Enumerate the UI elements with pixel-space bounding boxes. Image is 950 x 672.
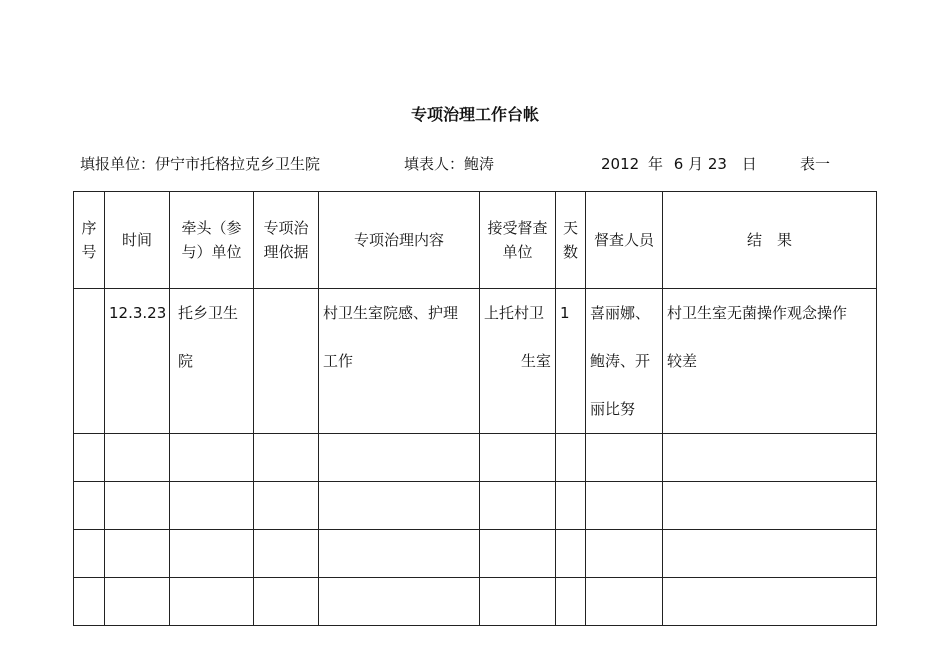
header-result — [663, 192, 877, 289]
date-info — [601, 153, 757, 174]
header-content — [319, 192, 480, 289]
lead-line2: 院 — [178, 352, 194, 370]
empty-cell — [586, 482, 663, 530]
inspectors-line2: 鲍涛、开 — [590, 352, 651, 370]
empty-cell — [556, 530, 586, 578]
date-month-unit: 月 — [688, 155, 704, 173]
empty-cell — [319, 530, 480, 578]
header-time-label: 时间 — [121, 231, 152, 249]
empty-cell — [586, 530, 663, 578]
header-lead-line2: 与）单位 — [181, 243, 242, 261]
lead-line1: 托乡卫生 — [178, 304, 239, 322]
empty-cell — [74, 530, 105, 578]
empty-cell — [319, 434, 480, 482]
date-month: 6 — [673, 155, 684, 173]
header-supervised-unit — [480, 192, 556, 289]
empty-cell — [663, 530, 877, 578]
header-basis — [254, 192, 319, 289]
header-basis-line1: 专项治 — [263, 219, 309, 237]
header-seq-line1: 序 — [81, 219, 97, 237]
header-basis-line2: 理依据 — [263, 243, 309, 261]
supervised-line1: 上托村卫 — [484, 304, 545, 322]
header-days-line1: 天 — [562, 219, 578, 237]
header-inspectors-label: 督查人员 — [593, 231, 654, 249]
filler-info — [404, 153, 494, 174]
date-year: 2012 — [601, 155, 640, 173]
cell-inspectors — [586, 289, 663, 434]
empty-cell — [74, 434, 105, 482]
empty-cell — [556, 434, 586, 482]
empty-cell — [74, 482, 105, 530]
header-seq — [74, 192, 105, 289]
empty-cell — [663, 578, 877, 626]
empty-cell — [319, 482, 480, 530]
ledger-table — [73, 191, 877, 626]
empty-cell — [170, 530, 254, 578]
table-row-empty — [74, 482, 877, 530]
table-row-empty — [74, 530, 877, 578]
header-info-row — [80, 153, 320, 174]
empty-cell — [74, 578, 105, 626]
empty-cell — [480, 482, 556, 530]
header-days — [556, 192, 586, 289]
header-inspectors — [586, 192, 663, 289]
supervised-line2: 生室 — [520, 352, 551, 370]
cell-supervised-unit — [480, 289, 556, 434]
empty-cell — [254, 434, 319, 482]
inspectors-line1: 喜丽娜、 — [590, 304, 651, 322]
empty-cell — [556, 482, 586, 530]
header-row — [74, 192, 877, 289]
content-line2: 工作 — [323, 352, 354, 370]
cell-content — [319, 289, 480, 434]
header-content-label: 专项治理内容 — [353, 231, 444, 249]
empty-cell — [480, 530, 556, 578]
header-time — [105, 192, 170, 289]
date-year-unit: 年 — [647, 155, 663, 173]
unit-label: 填报单位： — [80, 155, 156, 173]
empty-cell — [480, 578, 556, 626]
header-seq-line2: 号 — [81, 243, 97, 261]
page-title: 专项治理工作台帐 — [410, 105, 539, 124]
result-line1: 村卫生室无菌操作观念操作 — [667, 304, 848, 322]
empty-cell — [170, 434, 254, 482]
cell-result — [663, 289, 877, 434]
header-supervised-line2: 单位 — [502, 243, 533, 261]
table-row-empty — [74, 578, 877, 626]
cell-days — [556, 289, 586, 434]
days-value: 1 — [560, 304, 570, 322]
date-day: 23 — [707, 155, 727, 173]
unit-value: 伊宁市托格拉克乡卫生院 — [155, 155, 321, 173]
empty-cell — [556, 578, 586, 626]
time-value: 12.3.23 — [109, 304, 167, 322]
empty-cell — [586, 434, 663, 482]
empty-cell — [663, 482, 877, 530]
empty-cell — [105, 578, 170, 626]
cell-basis — [254, 289, 319, 434]
empty-cell — [254, 482, 319, 530]
empty-cell — [170, 578, 254, 626]
table-row-empty — [74, 434, 877, 482]
empty-cell — [105, 530, 170, 578]
table-row — [74, 289, 877, 434]
header-days-line2: 数 — [562, 243, 578, 261]
filler-value: 鲍涛 — [464, 155, 495, 173]
filler-label: 填表人： — [404, 155, 465, 173]
empty-cell — [170, 482, 254, 530]
content-line1: 村卫生室院感、护理 — [323, 304, 459, 322]
cell-seq — [74, 289, 105, 434]
date-day-unit: 日 — [741, 155, 757, 173]
header-lead-unit — [170, 192, 254, 289]
inspectors-line3: 丽比努 — [590, 400, 636, 418]
cell-time — [105, 289, 170, 434]
empty-cell — [586, 578, 663, 626]
cell-lead-unit — [170, 289, 254, 434]
table-number: 表一 — [800, 155, 831, 173]
header-lead-line1: 牵头（参 — [181, 219, 242, 237]
header-result-label: 结 果 — [746, 231, 792, 249]
empty-cell — [254, 530, 319, 578]
empty-cell — [319, 578, 480, 626]
header-supervised-line1: 接受督查 — [487, 219, 548, 237]
empty-cell — [480, 434, 556, 482]
result-line2: 较差 — [667, 352, 698, 370]
empty-cell — [105, 434, 170, 482]
empty-cell — [105, 482, 170, 530]
empty-cell — [254, 578, 319, 626]
empty-cell — [663, 434, 877, 482]
